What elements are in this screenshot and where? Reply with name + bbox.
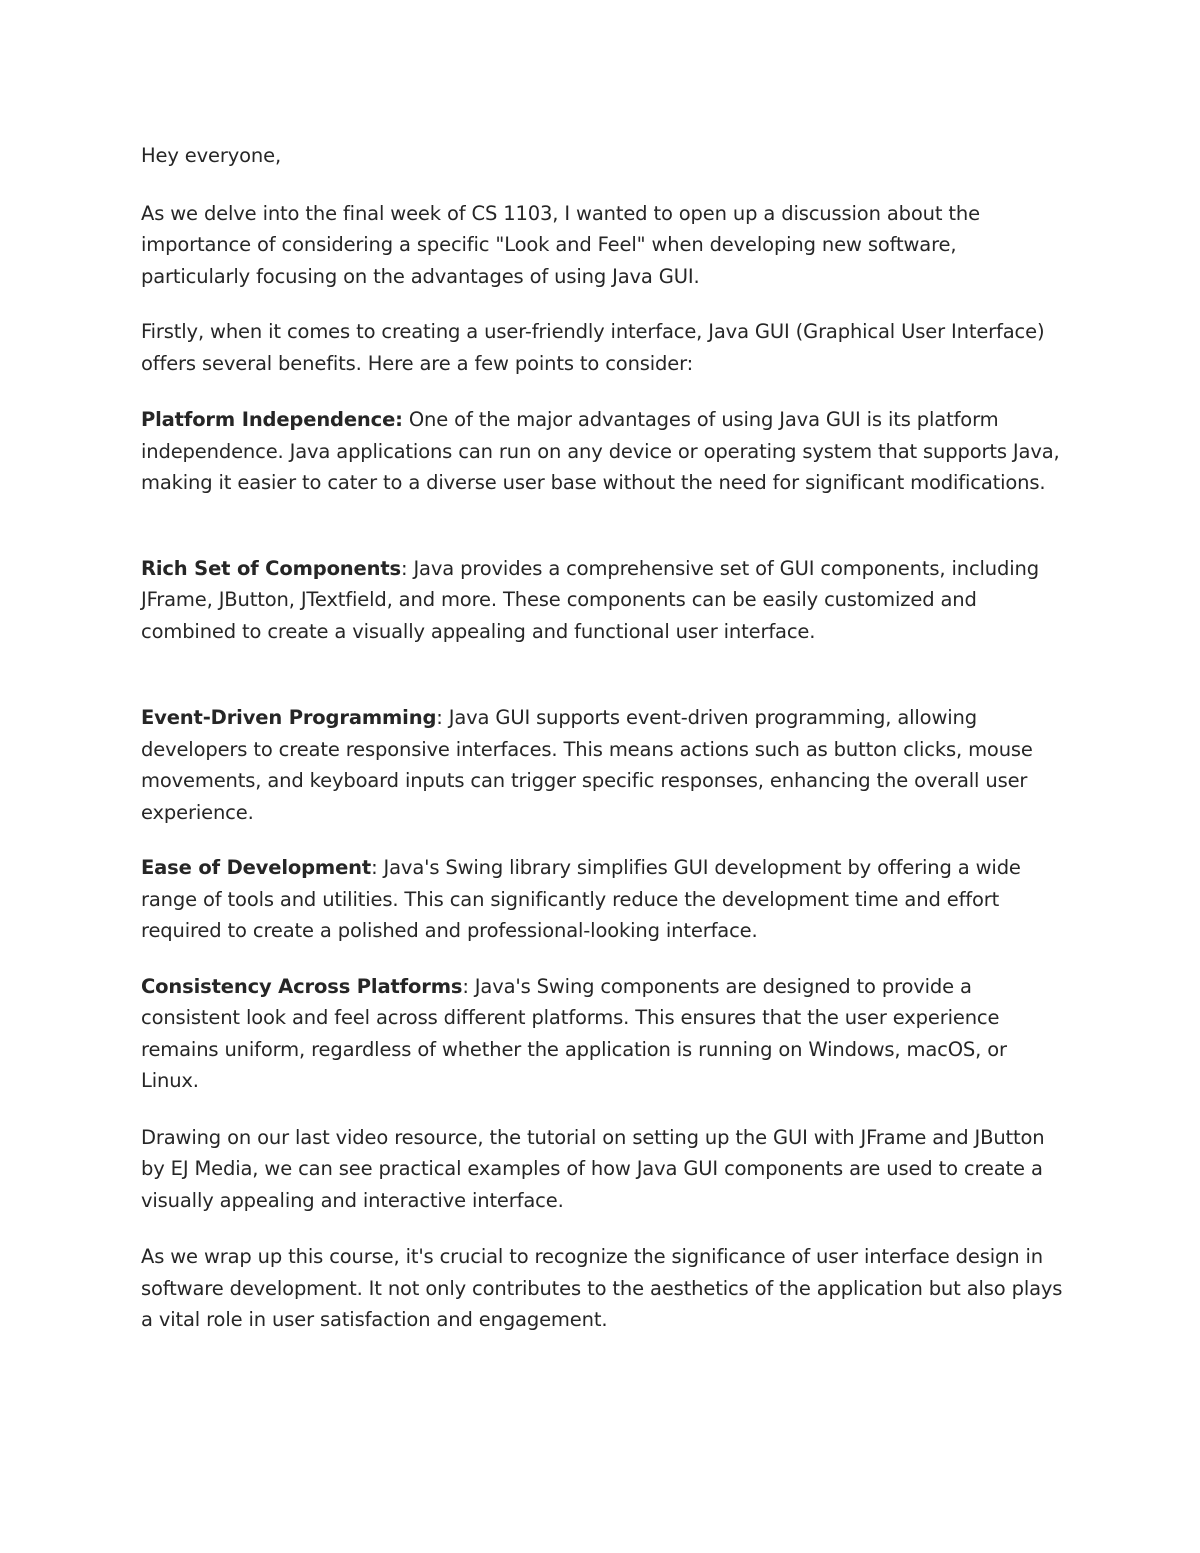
point-paragraph-ease-of-development — [141, 852, 1066, 947]
point-title: Rich Set of Components — [141, 556, 401, 580]
point-title: Ease of Development — [141, 856, 372, 879]
point-paragraph-rich-set-of-components — [141, 553, 1066, 648]
point-paragraph-event-driven-programming — [141, 702, 1066, 828]
greeting-paragraph: Hey everyone, — [141, 144, 282, 167]
point-title: Event-Driven Programming — [141, 706, 437, 729]
closing-paragraph: As we wrap up this course, it's crucial to recognize the significance of user interface design in software development. It not only contributes to the aesthetics of the application but also plays a vital role in user satisfaction and engagement. — [141, 1245, 1063, 1331]
point-paragraph-platform-independence — [141, 404, 1066, 499]
point-colon: : — [395, 408, 403, 431]
document-body — [141, 140, 1066, 1336]
point-text: Java GUI supports event-driven programming, allowing developers to create responsive interfaces. This means actions such as button clicks, mouse movements, and keyboard inputs can trigger specific responses, enhancing the overall user experience. — [141, 706, 1033, 824]
point-text: Java's Swing library simplifies GUI development by offering a wide range of tools and utilities. This can significantly reduce the development time and effort required to create a polished and professional-looking interface. — [141, 856, 1021, 942]
point-colon: : — [462, 974, 469, 998]
point-colon: : — [400, 556, 408, 580]
firstly-paragraph: Firstly, when it comes to creating a user-friendly interface, Java GUI (Graphical User Interface) offers several benefits. Here are a few points to consider: — [141, 320, 1045, 375]
point-text: Java's Swing components are designed to provide a consistent look and feel across different platforms. This ensures that the user experience remains uniform, regardless of whether the application is running on Windows, macOS, or Linux. — [141, 974, 1007, 1092]
point-colon: : — [371, 856, 378, 879]
drawing-paragraph: Drawing on our last video resource, the tutorial on setting up the GUI with JFrame and JButton by EJ Media, we can see practical examples of how Java GUI components are used to create a visually appealing and interactive interface. — [141, 1125, 1045, 1212]
point-colon: : — [436, 706, 443, 729]
point-paragraph-consistency-across-platforms — [141, 971, 1066, 1097]
point-text: Java provides a comprehensive set of GUI components, including JFrame, JButton, JTextfield, and more. These components can be easily customized and combined to create a visually appealing and functional user interface. — [141, 556, 1039, 643]
intro-paragraph: As we delve into the final week of CS 1103, I wanted to open up a discussion about the importance of considering a specific "Look and Feel" when developing new software, particularly focusing on the advantages of using Java GUI. — [141, 201, 980, 288]
point-text: One of the major advantages of using Java GUI is its platform independence. Java applications can run on any device or operating system that supports Java, making it easier to cater to a diverse user base without the need for significant modifications. — [141, 408, 1060, 494]
point-title: Platform Independence — [141, 408, 396, 431]
point-title: Consistency Across Platforms — [141, 974, 463, 998]
